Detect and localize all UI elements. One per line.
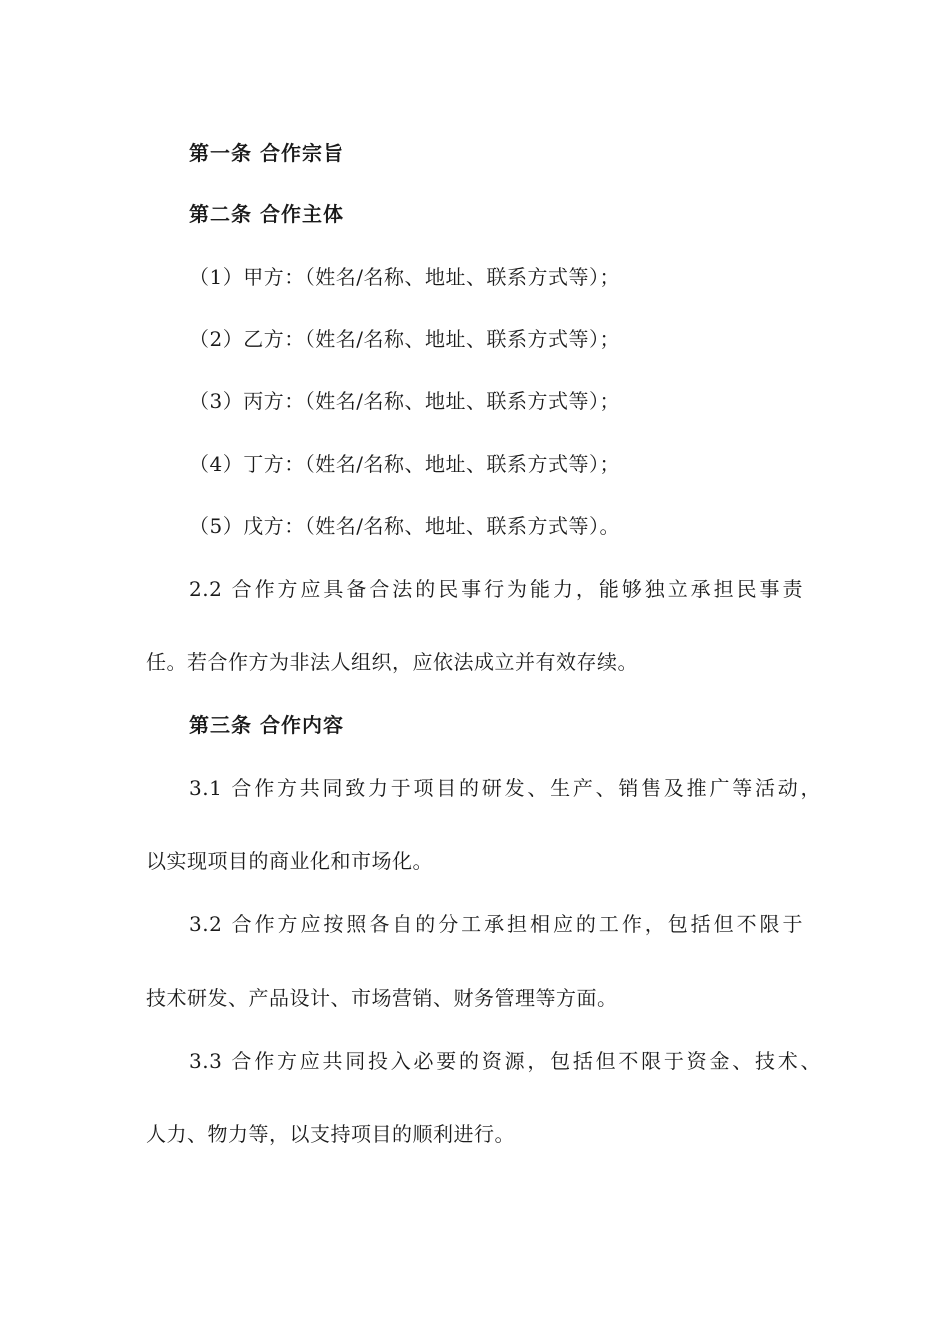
clause-3-3-line-1: 3.3 合作方应共同投入必要的资源，包括但不限于资金、技术、 (189, 1049, 821, 1073)
clause-2-2-line-1: 2.2 合作方应具备合法的民事行为能力，能够独立承担民事责 (189, 577, 803, 601)
party-item-3: （3）丙方：（姓名/名称、地址、联系方式等）； (189, 389, 620, 413)
clause-3-2-line-1: 3.2 合作方应按照各自的分工承担相应的工作，包括但不限于 (189, 912, 803, 936)
clause-3-1-line-1: 3.1 合作方共同致力于项目的研发、生产、销售及推广等活动， (189, 776, 821, 800)
article-2-heading: 第二条 合作主体 (189, 202, 344, 226)
party-item-2: （2）乙方：（姓名/名称、地址、联系方式等）； (189, 327, 620, 351)
article-1-heading: 第一条 合作宗旨 (189, 141, 344, 165)
party-item-1: （1）甲方：（姓名/名称、地址、联系方式等）； (189, 265, 620, 289)
clause-3-1-line-2: 以实现项目的商业化和市场化。 (146, 849, 433, 873)
clause-2-2-line-2: 任。若合作方为非法人组织，应依法成立并有效存续。 (146, 650, 638, 674)
article-3-heading: 第三条 合作内容 (189, 713, 344, 737)
party-item-5: （5）戊方：（姓名/名称、地址、联系方式等）。 (189, 514, 620, 538)
party-item-4: （4）丁方：（姓名/名称、地址、联系方式等）； (189, 452, 620, 476)
clause-3-3-line-2: 人力、物力等，以支持项目的顺利进行。 (146, 1122, 515, 1146)
clause-3-2-line-2: 技术研发、产品设计、市场营销、财务管理等方面。 (146, 986, 618, 1010)
